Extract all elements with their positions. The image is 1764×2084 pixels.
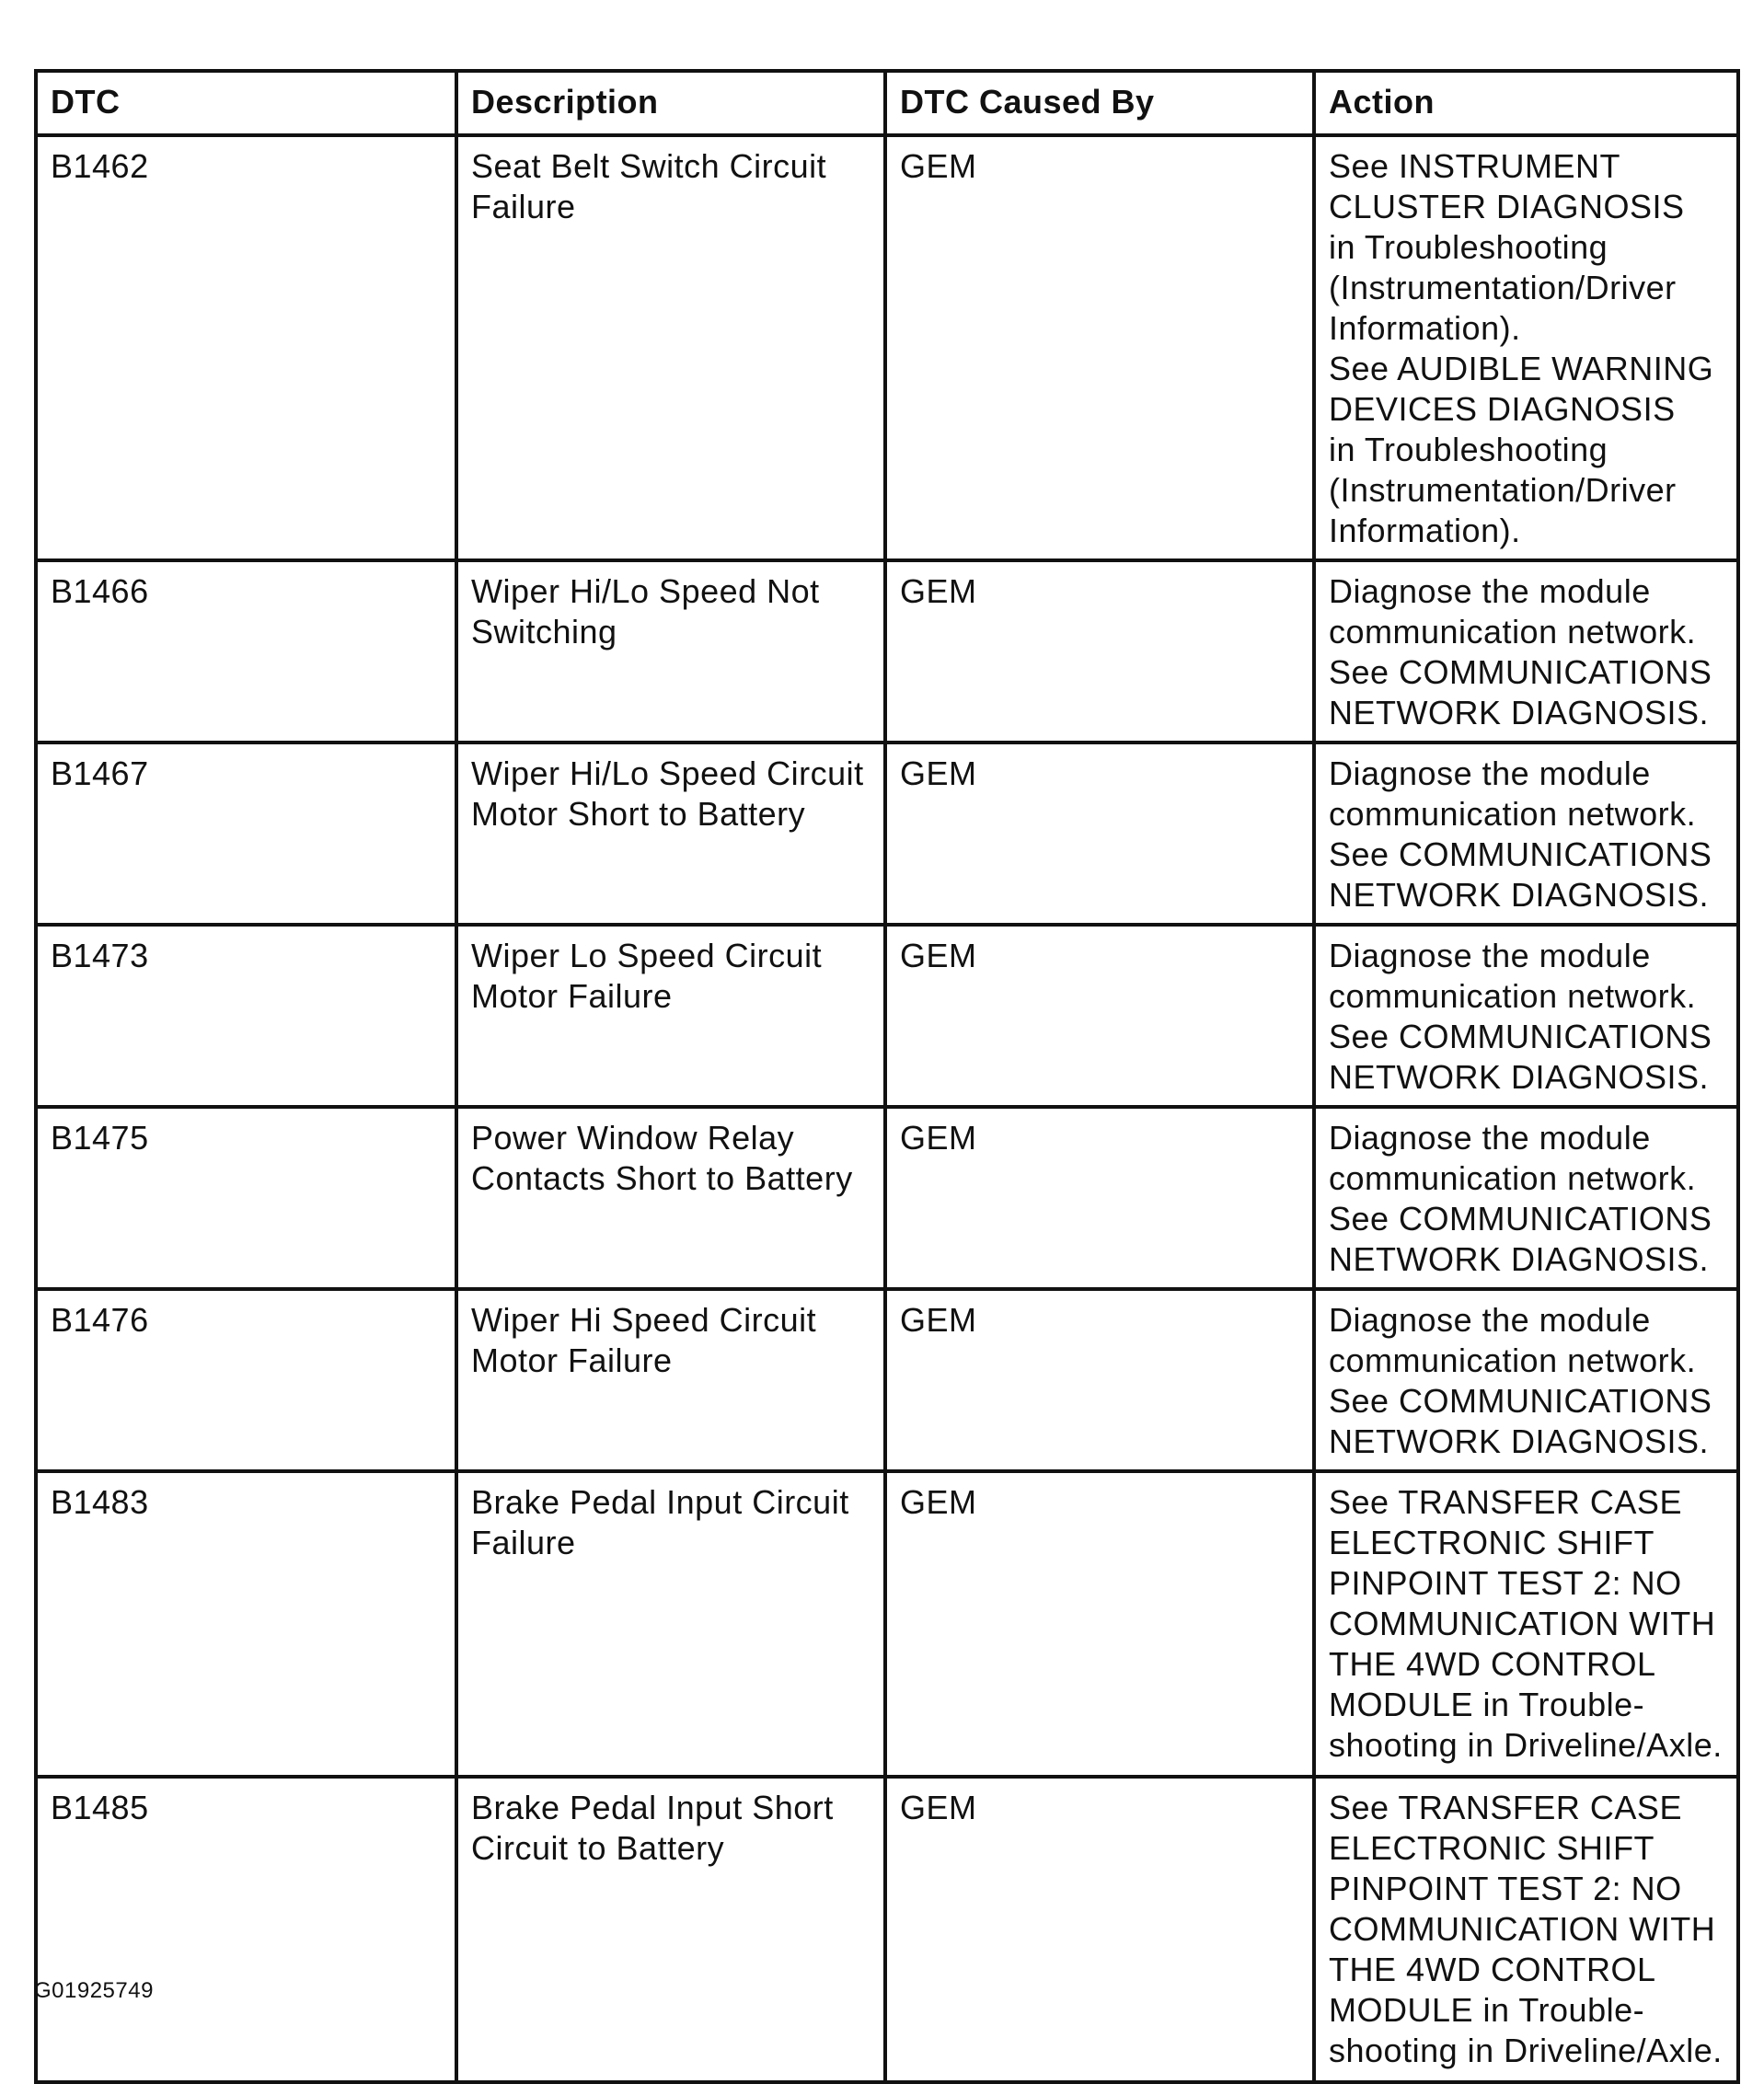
dtc-caused-by: GEM xyxy=(885,135,1314,560)
table-row xyxy=(36,1471,1738,1777)
dtc-description xyxy=(456,1289,885,1471)
action-text: Diagnose the module communication network. See COMMUNICATIONS NETWORK DIAGNOSIS. xyxy=(1329,1301,1712,1460)
dtc-code: B1466 xyxy=(36,560,456,743)
dtc-caused-by: GEM xyxy=(885,1471,1314,1777)
dtc-description xyxy=(456,135,885,560)
table-header-row xyxy=(36,71,1738,135)
dtc-description xyxy=(456,1777,885,2082)
action-text: See INSTRUMENT CLUSTER DIAGNOSIS in Troubleshooting (Instrumentation/Driver Information). See AUDIBLE WARNING DEVICES DIAGNOSIS in Troubleshooting (Instrumentation/Driver Information). xyxy=(1329,147,1714,549)
description-text: Wiper Lo Speed Circuit Motor Failure xyxy=(471,937,823,1015)
table-row xyxy=(36,1777,1738,2082)
dtc-caused-by: GEM xyxy=(885,925,1314,1107)
dtc-table xyxy=(34,69,1740,2084)
table-row xyxy=(36,1289,1738,1471)
header-dtc: DTC xyxy=(36,71,456,135)
dtc-code: B1476 xyxy=(36,1289,456,1471)
dtc-code: B1483 xyxy=(36,1471,456,1777)
dtc-action xyxy=(1314,560,1738,743)
dtc-description xyxy=(456,1471,885,1777)
action-text: Diagnose the module communication network. See COMMUNICATIONS NETWORK DIAGNOSIS. xyxy=(1329,937,1712,1096)
dtc-description xyxy=(456,1107,885,1289)
dtc-action xyxy=(1314,743,1738,925)
dtc-code: B1462 xyxy=(36,135,456,560)
figure-id: G01925749 xyxy=(34,1978,154,2003)
description-text: Wiper Hi/Lo Speed Not Switching xyxy=(471,572,820,651)
dtc-caused-by: GEM xyxy=(885,560,1314,743)
action-text: See TRANSFER CASE ELECTRONIC SHIFT PINPOINT TEST 2: NO COMMUNICATION WITH THE 4WD CONTROL MODULE in Trouble- shooting in Driveline/Axle. xyxy=(1329,1789,1723,2069)
action-text: Diagnose the module communication network. See COMMUNICATIONS NETWORK DIAGNOSIS. xyxy=(1329,1119,1712,1278)
dtc-code: B1485 xyxy=(36,1777,456,2082)
description-text: Brake Pedal Input Circuit Failure xyxy=(471,1483,849,1561)
table-row xyxy=(36,560,1738,743)
table-row xyxy=(36,1107,1738,1289)
description-text: Seat Belt Switch Circuit Failure xyxy=(471,147,827,225)
table-row xyxy=(36,925,1738,1107)
description-text: Wiper Hi/Lo Speed Circuit Motor Short to Battery xyxy=(471,754,864,833)
table-row xyxy=(36,135,1738,560)
dtc-action xyxy=(1314,1777,1738,2082)
dtc-code: B1467 xyxy=(36,743,456,925)
action-text: Diagnose the module communication network. See COMMUNICATIONS NETWORK DIAGNOSIS. xyxy=(1329,572,1712,731)
action-text: Diagnose the module communication network. See COMMUNICATIONS NETWORK DIAGNOSIS. xyxy=(1329,754,1712,914)
header-action: Action xyxy=(1314,71,1738,135)
dtc-action xyxy=(1314,1107,1738,1289)
dtc-caused-by: GEM xyxy=(885,1107,1314,1289)
table-row xyxy=(36,743,1738,925)
dtc-code: B1473 xyxy=(36,925,456,1107)
dtc-caused-by: GEM xyxy=(885,743,1314,925)
header-description: Description xyxy=(456,71,885,135)
dtc-action xyxy=(1314,1471,1738,1777)
header-caused-by: DTC Caused By xyxy=(885,71,1314,135)
dtc-description xyxy=(456,925,885,1107)
dtc-caused-by: GEM xyxy=(885,1777,1314,2082)
dtc-description xyxy=(456,743,885,925)
dtc-description xyxy=(456,560,885,743)
dtc-code: B1475 xyxy=(36,1107,456,1289)
action-text: See TRANSFER CASE ELECTRONIC SHIFT PINPOINT TEST 2: NO COMMUNICATION WITH THE 4WD CONTROL MODULE in Trouble- shooting in Driveline/Axle. xyxy=(1329,1483,1723,1764)
description-text: Brake Pedal Input Short Circuit to Battery xyxy=(471,1789,834,1867)
dtc-action xyxy=(1314,925,1738,1107)
dtc-action xyxy=(1314,135,1738,560)
dtc-caused-by: GEM xyxy=(885,1289,1314,1471)
description-text: Power Window Relay Contacts Short to Battery xyxy=(471,1119,853,1197)
description-text: Wiper Hi Speed Circuit Motor Failure xyxy=(471,1301,817,1379)
dtc-action xyxy=(1314,1289,1738,1471)
